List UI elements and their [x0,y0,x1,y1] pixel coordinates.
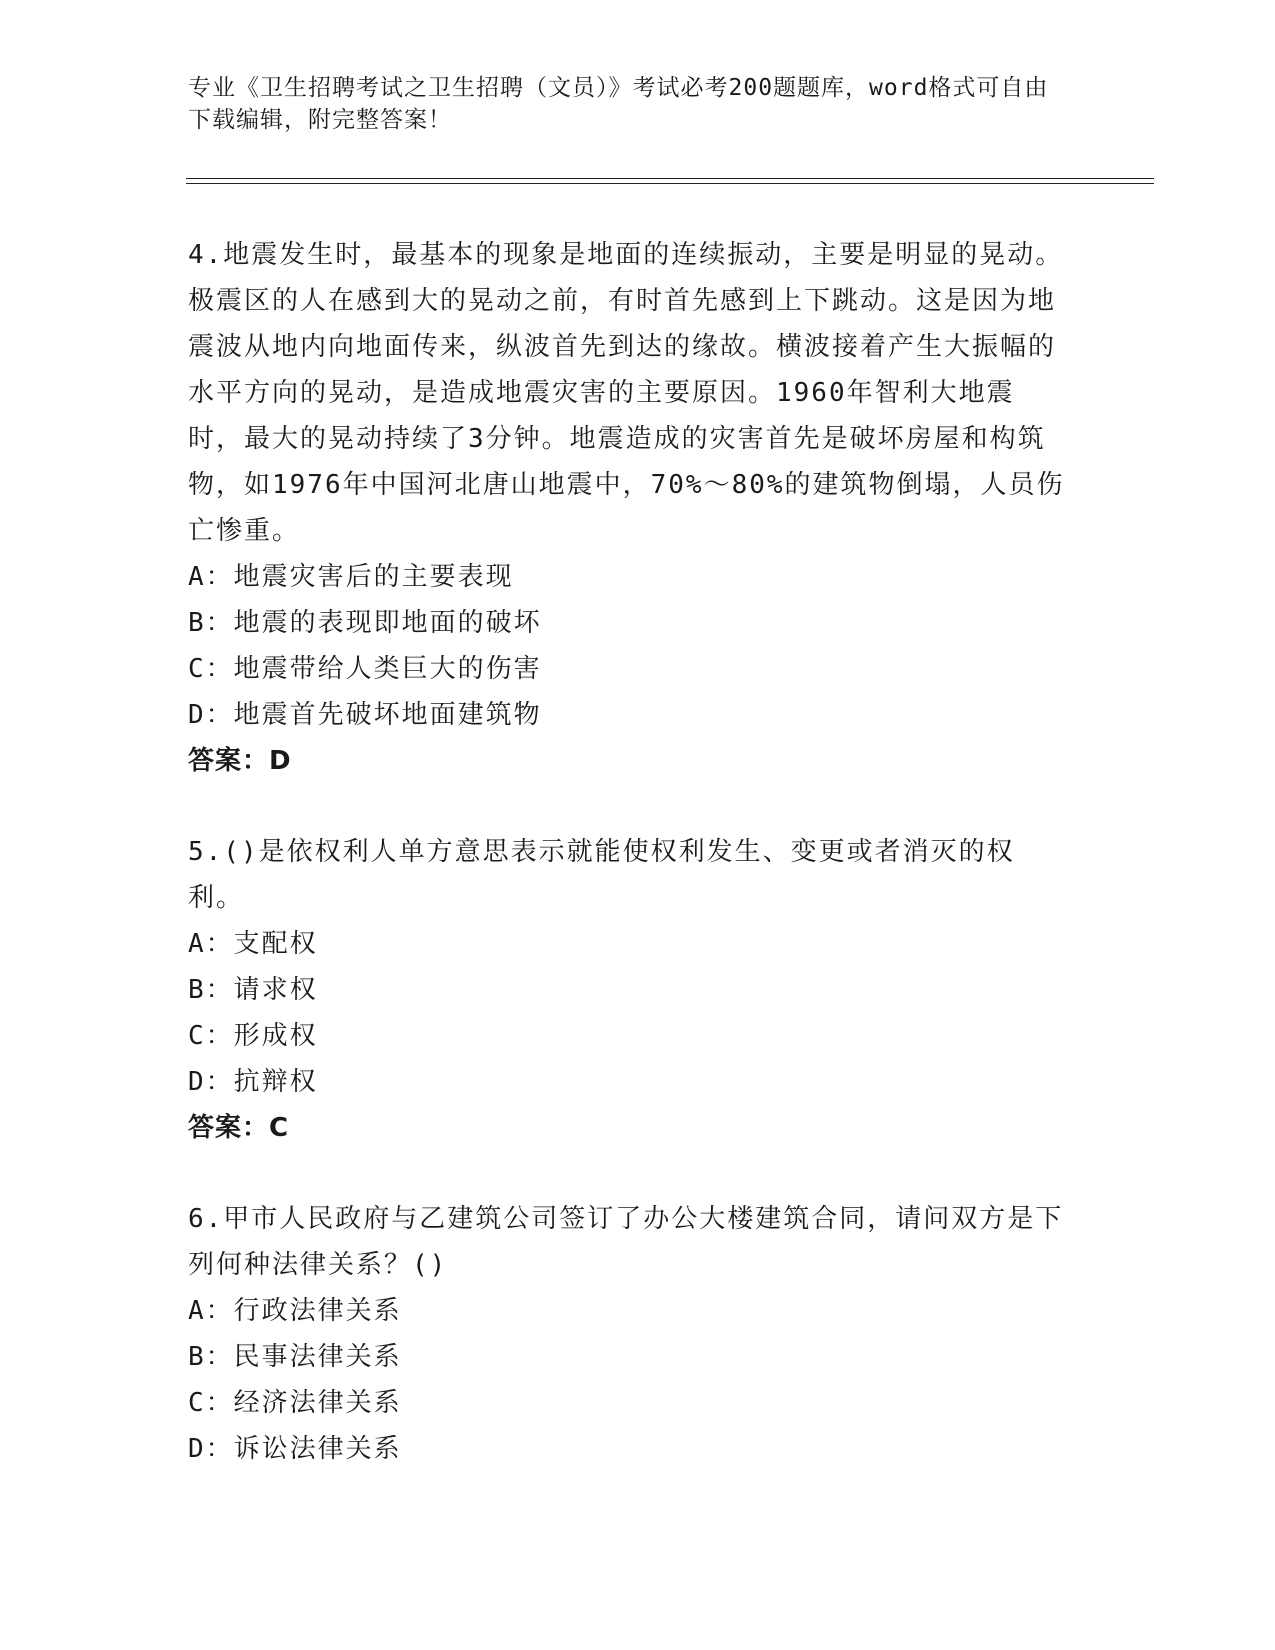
option-b [188,967,1068,1013]
option-letter: A： [188,1296,234,1326]
option-text: 地震灾害后的主要表现 [233,562,514,592]
option-c [188,1013,1068,1059]
answer-line: 答案：D [188,746,292,776]
question-list [188,232,1068,1517]
option-letter: C： [188,1388,234,1418]
option-text: 诉讼法律关系 [233,1434,402,1464]
option-d [188,1426,1068,1472]
option-text: 支配权 [233,929,318,959]
option-text: 抗辩权 [233,1067,318,1097]
answer-line: 答案：C [188,1113,290,1143]
option-b [188,600,1068,646]
option-letter: B： [188,1342,234,1372]
option-letter: A： [188,562,234,592]
question-6 [188,1196,1068,1472]
question-4 [188,232,1068,784]
option-c [188,646,1068,692]
option-letter: A： [188,929,234,959]
option-letter: B： [188,975,234,1005]
option-b [188,1334,1068,1380]
option-c [188,1380,1068,1426]
option-letter: D： [188,1067,234,1097]
header-rule-top [186,178,1154,179]
option-text: 民事法律关系 [233,1342,402,1372]
option-a [188,921,1068,967]
question-5 [188,829,1068,1151]
option-letter: D： [188,1434,234,1464]
option-letter: D： [188,700,234,730]
option-text: 行政法律关系 [233,1296,402,1326]
option-letter: B： [188,608,234,638]
header-rule-bottom [186,183,1154,184]
option-d [188,692,1068,738]
option-letter: C： [188,1021,234,1051]
option-d [188,1059,1068,1105]
option-text: 地震的表现即地面的破坏 [233,608,542,638]
option-letter: C： [188,654,234,684]
question-stem: 6.甲市人民政府与乙建筑公司签订了办公大楼建筑合同，请问双方是下列何种法律关系？() [188,1204,1064,1280]
question-stem: 5.()是依权利人单方意思表示就能使权利发生、变更或者消灭的权利。 [188,837,1015,913]
option-text: 请求权 [233,975,318,1005]
option-text: 形成权 [233,1021,318,1051]
document-header: 专业《卫生招聘考试之卫生招聘（文员）》考试必考200题题库，word格式可自由下载编辑，附完整答案！ [188,75,1049,133]
option-a [188,554,1068,600]
question-stem: 4.地震发生时，最基本的现象是地面的连续振动，主要是明显的晃动。极震区的人在感到大的晃动之前，有时首先感到上下跳动。这是因为地震波从地内向地面传来，纵波首先到达的缘故。横波接着产生大振幅的水平方向的晃动，是造成地震灾害的主要原因。1960年智利大地震时，最大的晃动持续了3分钟。地震造成的灾害首先是破坏房屋和构筑物，如1976年中国河北唐山地震中，70%～80%的建筑物倒塌，人员伤亡惨重。 [188,240,1065,546]
option-a [188,1288,1068,1334]
option-text: 经济法律关系 [233,1388,402,1418]
option-text: 地震首先破坏地面建筑物 [233,700,542,730]
option-text: 地震带给人类巨大的伤害 [233,654,542,684]
